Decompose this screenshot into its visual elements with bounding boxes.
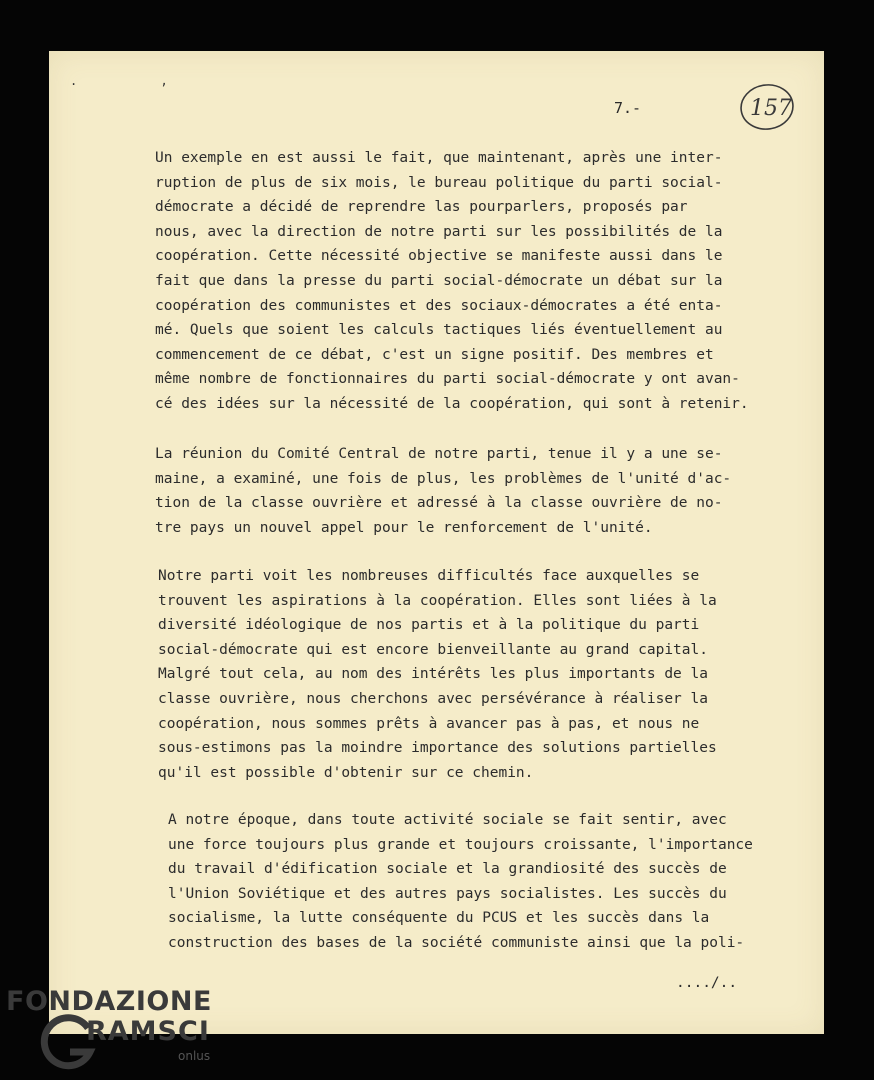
logo-text-fondazione: FONDAZIONE xyxy=(6,986,212,1017)
svg-text:157: 157 xyxy=(750,96,792,121)
logo-text-onlus: onlus xyxy=(178,1049,211,1063)
page-number: 7.- xyxy=(614,99,642,117)
paragraph-2: La réunion du Comité Central de notre parti, tenue il y a une se- maine, a examiné, une fois de plus, les problèmes de l'unité d'ac- tion de la classe ouvrière et adressé à la classe ouvrière de no- tre pays un nouvel appel pour le renforcement de l'unité. xyxy=(155,446,732,536)
paragraph-4: A notre époque, dans toute activité sociale se fait sentir, avec une force toujours plus grande et toujours croissante, l'importance du travail d'édification sociale et la grandiosité des succès de l'Union Soviétique et des autres pays socialistes. Les succès du socialisme, la lutte conséquente du PCUS et les succès dans la construction des bases de la société communiste ainsi que la poli- xyxy=(168,812,753,951)
logo-text-gramsci: RAMSCI xyxy=(86,1016,210,1047)
paragraph-1: Un exemple en est aussi le fait, que maintenant, après une inter- ruption de plus de six mois, le bureau politique du parti social- démocrate a décidé de reprendre las pourparlers, proposés par nous, avec la direction de notre parti sur les possibilités de la coopération. Cette nécessité objective se manifeste aussi dans le fait que dans la presse du parti social-démocrate un débat sur la coopération des communistes et des sociaux-démocrates a été enta- mé. Quels que soient les calculs tactiques liés éventuellement au commencement de ce débat, c'est un signe positif. Des membres et même nombre de fonctionnaires du parti social-démocrate y ont avan- cé des idées sur la nécessité de la coopération, qui sont à retenir. xyxy=(155,150,749,412)
folio-stamp-icon xyxy=(738,80,796,134)
continuation-mark: ..../.. xyxy=(676,975,738,991)
paragraph-3: Notre parti voit les nombreuses difficultés face auxquelles se trouvent les aspirations à la coopération. Elles sont liées à la diversité idéologique de nos partis et à la politique du parti social-démocrate qui est encore bienveillante au grand capital. Malgré tout cela, au nom des intérêts les plus importants de la classe ouvrière, nous cherchons avec persévérance à réaliser la coopération, nous sommes prêts à avancer pas à pas, et nous ne sous-estimons pas la moindre importance des solutions partielles qu'il est possible d'obtenir sur ce chemin. xyxy=(158,568,717,781)
corner-marks: . , xyxy=(70,74,206,88)
fondazione-gramsci-logo xyxy=(6,986,216,1076)
